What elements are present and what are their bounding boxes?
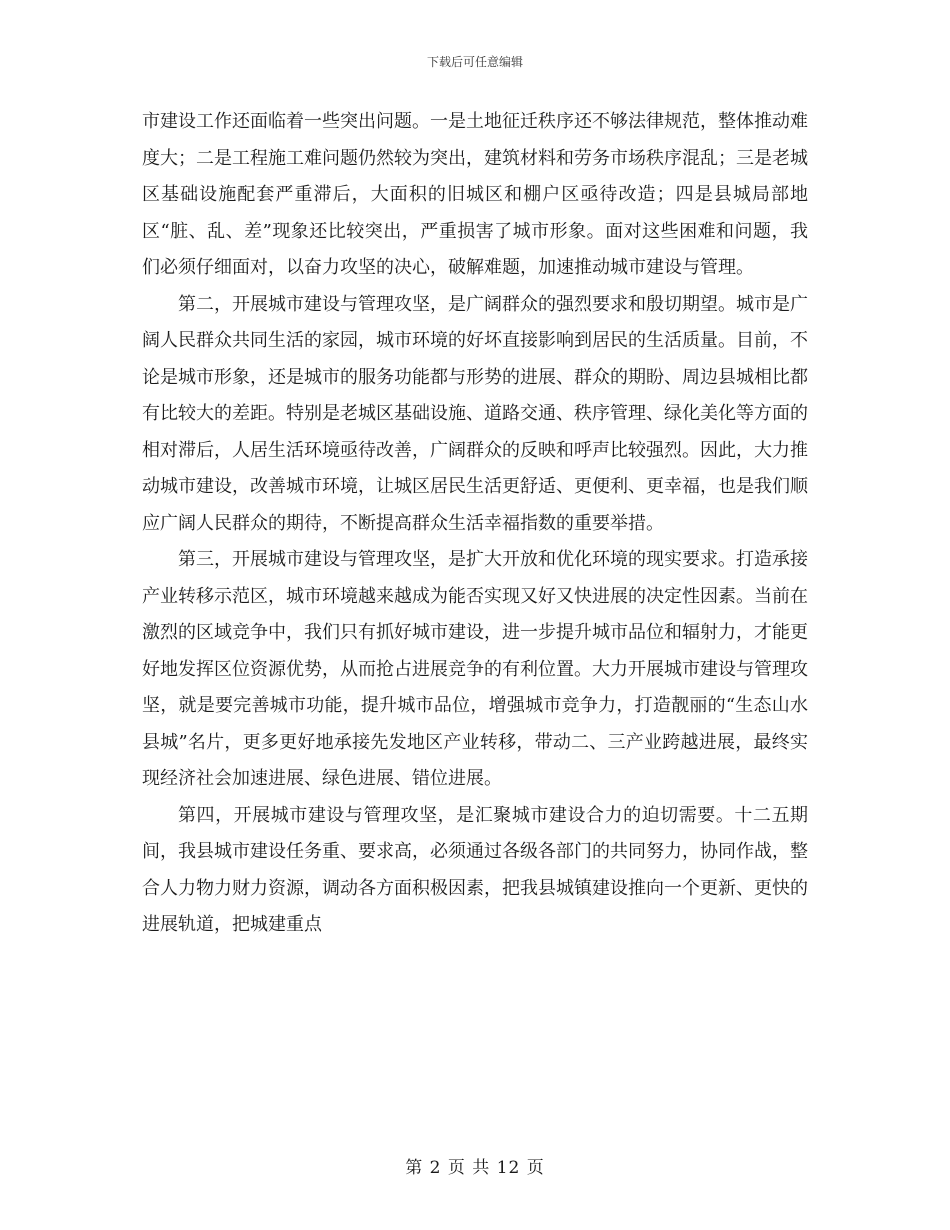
page-header: 下载后可任意编辑 bbox=[426, 55, 523, 69]
paragraph-third: 第三，开展城市建设与管理攻坚，是扩大开放和优化环境的现实要求。打造承接产业转移示范区，城市环境越来越成为能否实现又好又快进展的决定性因素。当前在激烈的区域竞争中，我们只有抓好城市建设，进一步提升城市品位和辐射力，才能更好地发挥区位资源优势，从而抢占进展竞争的有利位置。大力开展城市建设与管理攻坚，就是要完善城市功能，提升城市品位，增强城市竞争力，打造靓丽的“生态山水县城”名片，更多更好地承接先发地区产业转移，带动二、三产业跨越进展，最终实现经济社会加速进展、绿色进展、错位进展。 bbox=[142, 549, 808, 789]
document-body bbox=[142, 104, 808, 944]
paragraph-fourth: 第四，开展城市建设与管理攻坚，是汇聚城市建设合力的迫切需要。十二五期间，我县城市建设任务重、要求高，必须通过各级各部门的共同努力，协同作战，整合人力物力财力资源，调动各方面积极因素，把我县城镇建设推向一个更新、更快的进展轨道，把城建重点 bbox=[142, 804, 808, 935]
paragraph-second: 第二，开展城市建设与管理攻坚，是广阔群众的强烈要求和殷切期望。城市是广阔人民群众共同生活的家园，城市环境的好坏直接影响到居民的生活质量。目前，不论是城市形象，还是城市的服务功能都与形势的进展、群众的期盼、周边县城相比都有比较大的差距。特别是老城区基础设施、道路交通、秩序管理、绿化美化等方面的相对滞后，人居生活环境亟待改善，广阔群众的反映和呼声比较强烈。因此，大力推动城市建设，改善城市环境，让城区居民生活更舒适、更便利、更幸福，也是我们顺应广阔人民群众的期待，不断提高群众生活幸福指数的重要举措。 bbox=[142, 293, 808, 534]
paragraph-continued: 市建设工作还面临着一些突出问题。一是土地征迁秩序还不够法律规范，整体推动难度大；二是工程施工难问题仍然较为突出，建筑材料和劳务市场秩序混乱；三是老城区基础设施配套严重滞后，大面积的旧城区和棚户区亟待改造；四是县城局部地区“脏、乱、差”现象还比较突出，严重损害了城市形象。面对这些困难和问题，我们必须仔细面对，以奋力攻坚的决心，破解难题，加速推动城市建设与管理。 bbox=[142, 111, 808, 278]
page-number-footer: 第 2 页 共 12 页 bbox=[405, 1158, 545, 1178]
